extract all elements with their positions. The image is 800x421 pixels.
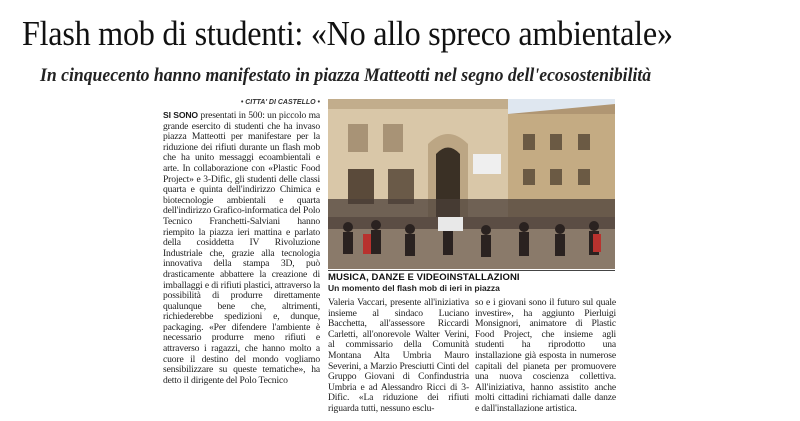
column-1-text: presentati in 500: un piccolo ma grande esercito di studenti che ha invaso piazza Matteotti per manifestare per la riduzione dei rifiuti durante un flash mob che ha unito messaggi ecoambientali e arte. In collaborazione con «Plastic Food Project» e 3-Dific, gli studenti delle classi quarta e quinta dell'indirizzo Chimica e biotecnologie ambientali e quarta dell'indirizzo Grafico-informatica del Polo Tecnico Franchetti-Salviani hanno riempito la piazza ieri mattina e parlato della cosiddetta IV Rivoluzione Industriale che, grazie alla tecnologia innovativa della stampa 3D, può drasticamente abbattere la creazione di imballaggi e di rifiuti plastici, attraverso la possibilità di produrre direttamente qualunque bene che, altrimenti, richiederebbe spedizioni e, dunque, packaging. «Per difendere l'ambiente è necessario produrre meno rifiuti e attraverso i ragazzi, che hanno molto a cuore il destino del mondo vogliamo sensibilizzare su queste tematiche», ha detto il dirigente del Polo Tecnico <box>163 110 320 386</box>
article-column-1 <box>163 110 320 412</box>
subheadline: In cinquecento hanno manifestato in piazza Matteotti nel segno dell'ecosostenibilità <box>40 65 652 86</box>
lead-words: SI SONO <box>163 110 198 120</box>
article-column-3: so e i giovani sono il futuro sul quale investire», ha aggiunto Pierluigi Monsignori, animatore di Plastic Food Project, che insieme agli studenti ha riprodotto una installazione già esposta in numerose capitali del pianeta per promuovere una nuova coscienza collettiva. All'iniziativa, hanno assistito anche molti cittadini richiamati dalle danze e dall'installazione artistica. <box>475 297 616 414</box>
flash-mob-photo <box>328 99 615 269</box>
article-column-2: Valeria Vaccari, presente all'iniziativa insieme al sindaco Luciano Bacchetta, all'assessore Riccardi Carletti, all'onorevole Walter Verini, al commissario della Comunità Montana Alta Umbria Mauro Severini, a Marzio Presciutti Cinti del Gruppo Giovani di Confindustria Umbria e ad Alessandro Ricci di 3-Dific. «La riduzione dei rifiuti riguarda tutti, nessuno esclu- <box>328 297 469 414</box>
dateline: • CITTA' DI CASTELLO • <box>240 99 320 106</box>
caption-rule <box>328 270 615 271</box>
photo-caption-text: Un momento del flash mob di ieri in piazza <box>328 283 500 293</box>
piazza-illustration <box>328 99 615 269</box>
photo-caption-title: MUSICA, DANZE E VIDEOINSTALLAZIONI <box>328 272 520 283</box>
headline: Flash mob di studenti: «No allo spreco ambientale» <box>22 14 673 53</box>
